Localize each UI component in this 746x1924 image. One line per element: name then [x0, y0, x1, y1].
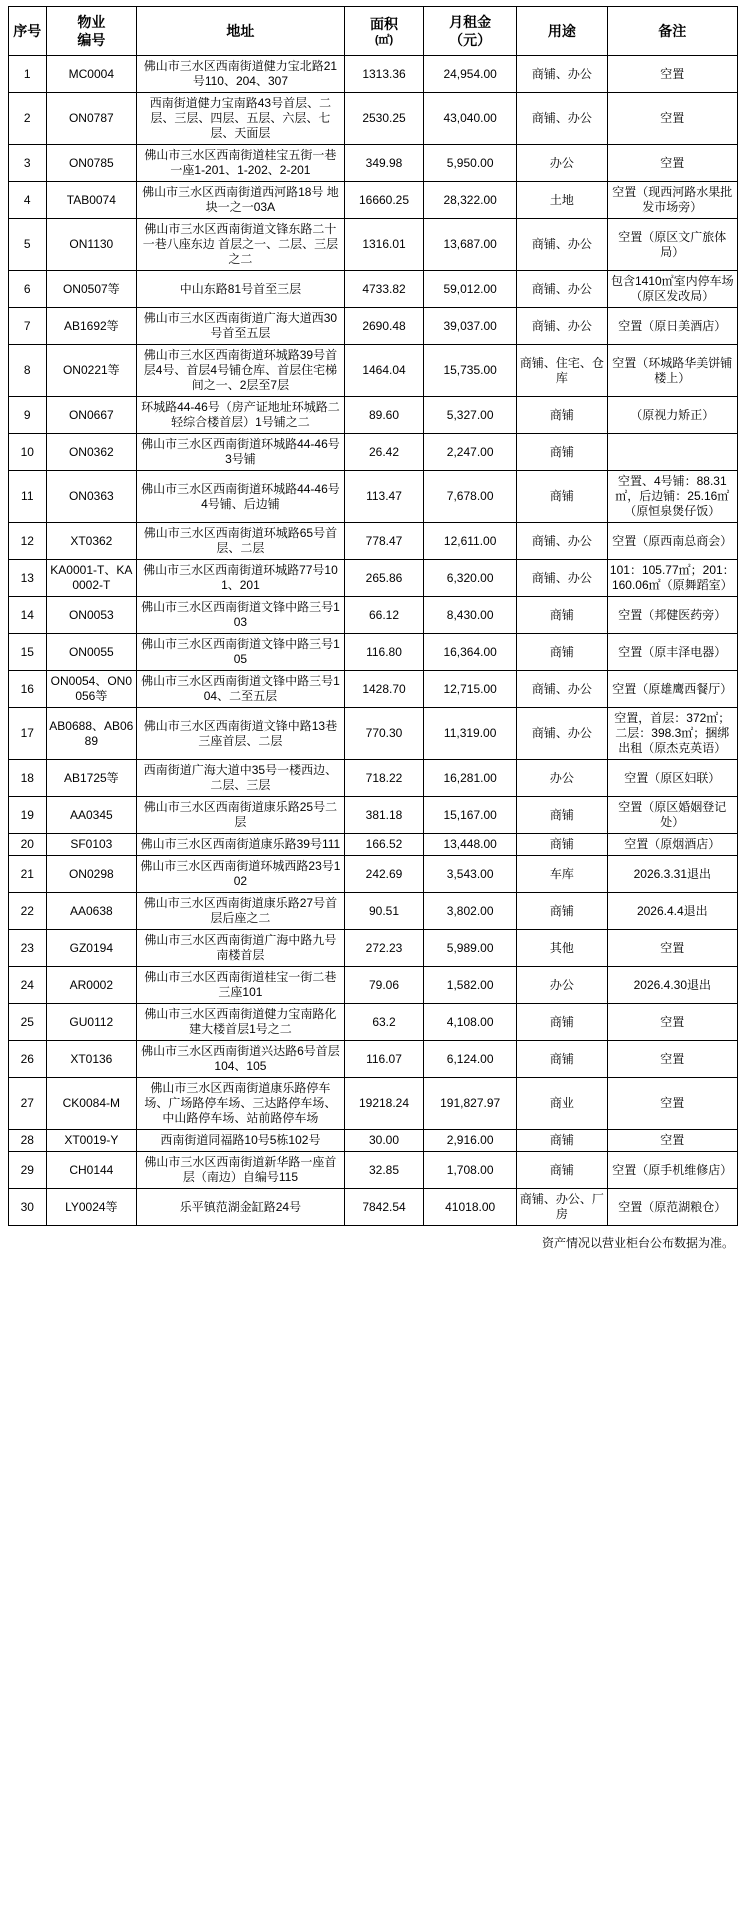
cell-rent: 28,322.00 [424, 182, 517, 219]
cell-index: 7 [9, 308, 47, 345]
table-row [9, 560, 738, 597]
cell-usage: 商铺 [517, 597, 608, 634]
cell-area: 89.60 [344, 397, 424, 434]
cell-index: 22 [9, 893, 47, 930]
cell-remark: 空置 [607, 93, 737, 145]
table-row [9, 671, 738, 708]
cell-remark: 空置 [607, 1041, 737, 1078]
cell-usage: 商铺、办公 [517, 523, 608, 560]
cell-remark: 2026.4.4退出 [607, 893, 737, 930]
table-row [9, 1078, 738, 1130]
cell-rent: 12,611.00 [424, 523, 517, 560]
cell-remark: 空置 [607, 1078, 737, 1130]
cell-rent: 1,582.00 [424, 967, 517, 1004]
cell-usage: 土地 [517, 182, 608, 219]
property-code-line2: 编号 [77, 32, 106, 49]
cell-usage: 商铺 [517, 471, 608, 523]
rent-line2: （元） [449, 32, 492, 49]
cell-usage: 商铺、办公、厂房 [517, 1189, 608, 1226]
cell-property-code: XT0362 [46, 523, 137, 560]
cell-rent: 7,678.00 [424, 471, 517, 523]
cell-area: 381.18 [344, 797, 424, 834]
table-row [9, 797, 738, 834]
cell-property-code: ON0787 [46, 93, 137, 145]
column-header-index: 序号 [9, 7, 47, 56]
cell-area: 272.23 [344, 930, 424, 967]
cell-property-code: ON0507等 [46, 271, 137, 308]
cell-address: 中山东路81号首至三层 [137, 271, 345, 308]
cell-remark: 空置（原区妇联） [607, 760, 737, 797]
cell-remark: 空置（原雄鹰西餐厅） [607, 671, 737, 708]
cell-rent: 59,012.00 [424, 271, 517, 308]
cell-usage: 商铺 [517, 1152, 608, 1189]
table-row [9, 219, 738, 271]
table-row [9, 930, 738, 967]
table-row [9, 397, 738, 434]
cell-area: 116.80 [344, 634, 424, 671]
cell-rent: 11,319.00 [424, 708, 517, 760]
cell-index: 6 [9, 271, 47, 308]
table-row [9, 145, 738, 182]
cell-rent: 5,989.00 [424, 930, 517, 967]
cell-address: 佛山市三水区西南街道文锋中路三号105 [137, 634, 345, 671]
cell-remark: 空置（原区婚姻登记处） [607, 797, 737, 834]
table-row [9, 471, 738, 523]
cell-index: 25 [9, 1004, 47, 1041]
cell-address: 西南街道健力宝南路43号首层、二层、三层、四层、五层、六层、七层、天面层 [137, 93, 345, 145]
cell-usage: 其他 [517, 930, 608, 967]
column-header-address: 地址 [137, 7, 345, 56]
table-row [9, 760, 738, 797]
column-header-area [344, 7, 424, 56]
cell-area: 30.00 [344, 1130, 424, 1152]
cell-property-code: SF0103 [46, 834, 137, 856]
cell-rent: 13,687.00 [424, 219, 517, 271]
cell-remark [607, 434, 737, 471]
cell-area: 116.07 [344, 1041, 424, 1078]
cell-area: 718.22 [344, 760, 424, 797]
cell-property-code: KA0001-T、KA0002-T [46, 560, 137, 597]
cell-property-code: MC0004 [46, 56, 137, 93]
column-header-usage: 用途 [517, 7, 608, 56]
cell-area: 2690.48 [344, 308, 424, 345]
cell-property-code: XT0019-Y [46, 1130, 137, 1152]
cell-rent: 12,715.00 [424, 671, 517, 708]
cell-remark: 空置、4号铺：88.31㎡，后边铺：25.16㎡（原恒泉煲仔饭） [607, 471, 737, 523]
cell-address: 佛山市三水区西南街道西河路18号 地块一之一03A [137, 182, 345, 219]
cell-usage: 商铺 [517, 397, 608, 434]
cell-property-code: ON1130 [46, 219, 137, 271]
table-row [9, 345, 738, 397]
cell-usage: 商铺 [517, 834, 608, 856]
cell-remark: 空置（原丰泽电器） [607, 634, 737, 671]
cell-remark: 空置（邦健医药旁） [607, 597, 737, 634]
cell-area: 79.06 [344, 967, 424, 1004]
table-row [9, 634, 738, 671]
cell-index: 8 [9, 345, 47, 397]
cell-index: 20 [9, 834, 47, 856]
cell-usage: 商铺 [517, 1041, 608, 1078]
cell-address: 佛山市三水区西南街道文锋中路三号103 [137, 597, 345, 634]
cell-property-code: AB1692等 [46, 308, 137, 345]
cell-rent: 2,916.00 [424, 1130, 517, 1152]
cell-address: 佛山市三水区西南街道广海大道西30号首至五层 [137, 308, 345, 345]
cell-index: 5 [9, 219, 47, 271]
cell-address: 佛山市三水区西南街道康乐路25号二层 [137, 797, 345, 834]
footnote: 资产情况以营业柜台公布数据为准。 [541, 1236, 734, 1251]
cell-index: 11 [9, 471, 47, 523]
cell-index: 18 [9, 760, 47, 797]
cell-rent: 3,543.00 [424, 856, 517, 893]
cell-remark: 空置（原范湖粮仓） [607, 1189, 737, 1226]
cell-address: 佛山市三水区西南街道广海中路九号南楼首层 [137, 930, 345, 967]
cell-address: 佛山市三水区西南街道环城路65号首层、二层 [137, 523, 345, 560]
cell-address: 佛山市三水区西南街道环城路77号101、201 [137, 560, 345, 597]
table-row [9, 308, 738, 345]
area-line1: 面积 [370, 15, 398, 32]
cell-index: 30 [9, 1189, 47, 1226]
table-row [9, 271, 738, 308]
cell-area: 349.98 [344, 145, 424, 182]
cell-property-code: ON0053 [46, 597, 137, 634]
cell-index: 3 [9, 145, 47, 182]
cell-property-code: LY0024等 [46, 1189, 137, 1226]
cell-property-code: GZ0194 [46, 930, 137, 967]
table-row [9, 1152, 738, 1189]
cell-usage: 商铺、办公 [517, 708, 608, 760]
column-header-property-code [46, 7, 137, 56]
cell-address: 佛山市三水区西南街道康乐路27号首层后座之二 [137, 893, 345, 930]
cell-remark: 101：105.77㎡；201：160.06㎡（原舞蹈室） [607, 560, 737, 597]
cell-address: 佛山市三水区西南街道兴达路6号首层104、105 [137, 1041, 345, 1078]
table-row [9, 967, 738, 1004]
cell-address: 佛山市三水区西南街道文锋东路二十一巷八座东边 首层之一、二层、三层之二 [137, 219, 345, 271]
cell-address: 佛山市三水区西南街道康乐路39号111 [137, 834, 345, 856]
table-row [9, 56, 738, 93]
cell-remark: 空置 [607, 56, 737, 93]
cell-address: 环城路44-46号（房产证地址环城路二轻综合楼首层）1号铺之二 [137, 397, 345, 434]
cell-index: 27 [9, 1078, 47, 1130]
cell-index: 10 [9, 434, 47, 471]
cell-remark: 空置（原区文广旅体局） [607, 219, 737, 271]
table-row [9, 893, 738, 930]
cell-rent: 13,448.00 [424, 834, 517, 856]
cell-remark: 空置（原手机维修店） [607, 1152, 737, 1189]
cell-usage: 商铺、办公 [517, 93, 608, 145]
cell-rent: 3,802.00 [424, 893, 517, 930]
cell-index: 16 [9, 671, 47, 708]
table-row [9, 1041, 738, 1078]
cell-rent: 15,167.00 [424, 797, 517, 834]
cell-property-code: ON0054、ON0056等 [46, 671, 137, 708]
cell-rent: 5,950.00 [424, 145, 517, 182]
cell-area: 242.69 [344, 856, 424, 893]
cell-address: 佛山市三水区西南街道健力宝南路化建大楼首层1号之二 [137, 1004, 345, 1041]
cell-usage: 办公 [517, 760, 608, 797]
cell-address: 佛山市三水区西南街道桂宝一街二巷三座101 [137, 967, 345, 1004]
cell-remark: 空置 [607, 145, 737, 182]
cell-usage: 车库 [517, 856, 608, 893]
cell-area: 1428.70 [344, 671, 424, 708]
cell-property-code: AA0638 [46, 893, 137, 930]
rent-line1: 月租金 [449, 14, 492, 30]
cell-index: 13 [9, 560, 47, 597]
cell-area: 265.86 [344, 560, 424, 597]
cell-rent: 2,247.00 [424, 434, 517, 471]
cell-address: 佛山市三水区西南街道文锋中路三号104、二至五层 [137, 671, 345, 708]
cell-index: 28 [9, 1130, 47, 1152]
table-row [9, 834, 738, 856]
cell-rent: 4,108.00 [424, 1004, 517, 1041]
cell-area: 1464.04 [344, 345, 424, 397]
cell-address: 佛山市三水区西南街道新华路一座首层（南边）自编号115 [137, 1152, 345, 1189]
cell-usage: 商铺、办公 [517, 219, 608, 271]
table-row [9, 597, 738, 634]
cell-remark: 包含1410㎡室内停车场（原区发改局） [607, 271, 737, 308]
cell-property-code: XT0136 [46, 1041, 137, 1078]
cell-rent: 16,364.00 [424, 634, 517, 671]
cell-remark: 空置（现西河路水果批发市场旁） [607, 182, 737, 219]
cell-usage: 商铺、办公 [517, 56, 608, 93]
column-header-remark: 备注 [607, 7, 737, 56]
cell-index: 21 [9, 856, 47, 893]
cell-remark: 空置（环城路华美饼铺楼上） [607, 345, 737, 397]
cell-property-code: AA0345 [46, 797, 137, 834]
cell-address: 佛山市三水区西南街道环城路44-46号4号铺、后边铺 [137, 471, 345, 523]
cell-rent: 15,735.00 [424, 345, 517, 397]
cell-usage: 办公 [517, 967, 608, 1004]
table-row [9, 182, 738, 219]
cell-area: 16660.25 [344, 182, 424, 219]
cell-area: 113.47 [344, 471, 424, 523]
cell-property-code: AB1725等 [46, 760, 137, 797]
cell-property-code: ON0363 [46, 471, 137, 523]
cell-area: 166.52 [344, 834, 424, 856]
cell-address: 佛山市三水区西南街道文锋中路13巷三座首层、二层 [137, 708, 345, 760]
cell-property-code: AB0688、AB0689 [46, 708, 137, 760]
cell-address: 佛山市三水区西南街道环城路39号首层4号、首层4号铺仓库、首层住宅梯间之一、2层至7层 [137, 345, 345, 397]
cell-usage: 办公 [517, 145, 608, 182]
cell-remark: 空置（原日美酒店） [607, 308, 737, 345]
cell-area: 1316.01 [344, 219, 424, 271]
cell-rent: 5,327.00 [424, 397, 517, 434]
cell-area: 90.51 [344, 893, 424, 930]
cell-property-code: CH0144 [46, 1152, 137, 1189]
cell-area: 7842.54 [344, 1189, 424, 1226]
cell-property-code: TAB0074 [46, 182, 137, 219]
cell-property-code: ON0362 [46, 434, 137, 471]
cell-area: 1313.36 [344, 56, 424, 93]
cell-remark: 空置（原西南总商会） [607, 523, 737, 560]
cell-rent: 6,320.00 [424, 560, 517, 597]
cell-rent: 6,124.00 [424, 1041, 517, 1078]
cell-property-code: ON0221等 [46, 345, 137, 397]
cell-usage: 商铺 [517, 893, 608, 930]
cell-property-code: ON0785 [46, 145, 137, 182]
cell-usage: 商铺、办公 [517, 560, 608, 597]
cell-address: 西南街道广海大道中35号一楼西边、二层、三层 [137, 760, 345, 797]
cell-property-code: GU0112 [46, 1004, 137, 1041]
cell-usage: 商铺 [517, 434, 608, 471]
table-row [9, 434, 738, 471]
cell-index: 9 [9, 397, 47, 434]
cell-address: 佛山市三水区西南街道康乐路停车场、广场路停车场、三达路停车场、中山路停车场、站前路停车场 [137, 1078, 345, 1130]
cell-index: 24 [9, 967, 47, 1004]
cell-rent: 43,040.00 [424, 93, 517, 145]
cell-usage: 商铺 [517, 1130, 608, 1152]
cell-remark: 空置（原烟酒店） [607, 834, 737, 856]
cell-usage: 商铺 [517, 634, 608, 671]
table-header [9, 7, 738, 56]
cell-rent: 191,827.97 [424, 1078, 517, 1130]
cell-remark: 空置，首层：372㎡；二层：398.3㎡；捆绑出租（原杰克英语） [607, 708, 737, 760]
cell-area: 778.47 [344, 523, 424, 560]
area-line2: (㎡) [374, 34, 394, 47]
table-row [9, 1004, 738, 1041]
cell-rent: 16,281.00 [424, 760, 517, 797]
cell-rent: 1,708.00 [424, 1152, 517, 1189]
header-row [9, 7, 738, 56]
cell-index: 2 [9, 93, 47, 145]
asset-table [8, 6, 738, 1226]
table-row [9, 708, 738, 760]
table-row [9, 93, 738, 145]
cell-remark: 空置 [607, 1130, 737, 1152]
cell-usage: 商铺 [517, 797, 608, 834]
cell-address: 佛山市三水区西南街道环城路44-46号3号铺 [137, 434, 345, 471]
cell-area: 2530.25 [344, 93, 424, 145]
cell-rent: 24,954.00 [424, 56, 517, 93]
cell-area: 32.85 [344, 1152, 424, 1189]
cell-area: 66.12 [344, 597, 424, 634]
cell-property-code: AR0002 [46, 967, 137, 1004]
table-row [9, 856, 738, 893]
cell-index: 14 [9, 597, 47, 634]
cell-address: 佛山市三水区西南街道桂宝五街一巷一座1-201、1-202、2-201 [137, 145, 345, 182]
table-row [9, 1130, 738, 1152]
cell-remark: 2026.4.30退出 [607, 967, 737, 1004]
cell-remark: 2026.3.31退出 [607, 856, 737, 893]
cell-index: 1 [9, 56, 47, 93]
cell-index: 26 [9, 1041, 47, 1078]
cell-property-code: ON0055 [46, 634, 137, 671]
cell-index: 19 [9, 797, 47, 834]
cell-remark: 空置 [607, 930, 737, 967]
cell-rent: 8,430.00 [424, 597, 517, 634]
cell-index: 29 [9, 1152, 47, 1189]
cell-property-code: CK0084-M [46, 1078, 137, 1130]
cell-rent: 39,037.00 [424, 308, 517, 345]
cell-usage: 商铺、办公 [517, 671, 608, 708]
cell-area: 19218.24 [344, 1078, 424, 1130]
cell-usage: 商铺、办公 [517, 271, 608, 308]
cell-usage: 商铺 [517, 1004, 608, 1041]
cell-area: 63.2 [344, 1004, 424, 1041]
cell-index: 12 [9, 523, 47, 560]
cell-rent: 41018.00 [424, 1189, 517, 1226]
cell-remark: 空置 [607, 1004, 737, 1041]
property-code-line1: 物业 [77, 14, 106, 30]
cell-address: 佛山市三水区西南街道环城西路23号102 [137, 856, 345, 893]
table-row [9, 523, 738, 560]
column-header-rent [424, 7, 517, 56]
cell-remark: （原视力矫正） [607, 397, 737, 434]
table-row [9, 1189, 738, 1226]
cell-address: 西南街道同福路10号5栋102号 [137, 1130, 345, 1152]
cell-address: 乐平镇范湖金缸路24号 [137, 1189, 345, 1226]
cell-index: 17 [9, 708, 47, 760]
cell-index: 4 [9, 182, 47, 219]
cell-usage: 商铺、住宅、仓库 [517, 345, 608, 397]
cell-index: 23 [9, 930, 47, 967]
table-body [9, 56, 738, 1226]
cell-area: 4733.82 [344, 271, 424, 308]
cell-property-code: ON0667 [46, 397, 137, 434]
cell-index: 15 [9, 634, 47, 671]
cell-area: 26.42 [344, 434, 424, 471]
cell-usage: 商业 [517, 1078, 608, 1130]
cell-address: 佛山市三水区西南街道健力宝北路21号110、204、307 [137, 56, 345, 93]
cell-property-code: ON0298 [46, 856, 137, 893]
cell-usage: 商铺、办公 [517, 308, 608, 345]
cell-area: 770.30 [344, 708, 424, 760]
